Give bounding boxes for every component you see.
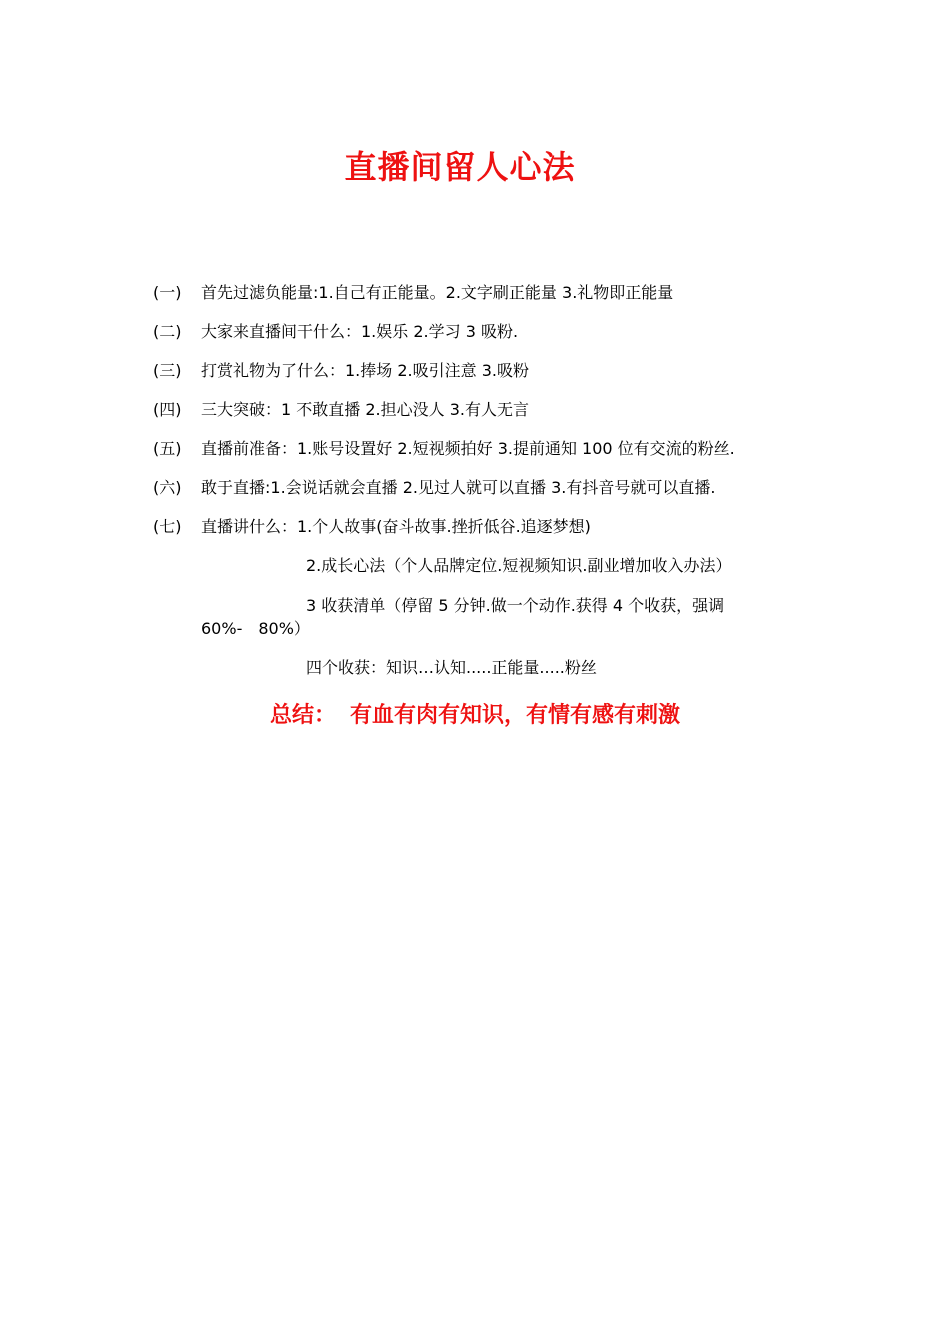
item-text: 敢于直播:1.会说话就会直播 2.见过人就可以直播 3.有抖音号就可以直播. [201, 478, 716, 497]
item-number: (四) [153, 400, 182, 419]
list-item-3 [153, 360, 529, 382]
item-number: (一) [153, 283, 182, 302]
summary [0, 700, 950, 730]
sub-item-3: 3 收获清单（停留 5 分钟.做一个动作.获得 4 个收获，强调 [306, 596, 725, 615]
list-item-7 [153, 516, 591, 538]
item-text: 大家来直播间干什么：1.娱乐 2.学习 3 吸粉. [201, 322, 519, 341]
item-number: (三) [153, 361, 182, 380]
sub-item-2: 2.成长心法（个人品牌定位.短视频知识.副业增加收入办法） [306, 556, 732, 575]
item-number: (六) [153, 478, 182, 497]
sub-item-3-continued: 60%- 80%） [201, 619, 310, 638]
summary-label: 总结： [269, 702, 336, 728]
list-item-1 [153, 282, 673, 304]
item-number: (二) [153, 322, 182, 341]
document-title: 直播间留人心法 [344, 148, 576, 186]
item-text: 直播讲什么：1.个人故事(奋斗故事.挫折低谷.追逐梦想) [201, 517, 591, 536]
item-text: 打赏礼物为了什么：1.捧场 2.吸引注意 3.吸粉 [201, 361, 529, 380]
item-text: 首先过滤负能量:1.自己有正能量。2.文字刷正能量 3.礼物即正能量 [201, 283, 674, 302]
list-item-5 [153, 438, 735, 460]
item-number: (七) [153, 517, 182, 536]
item-text: 直播前准备：1.账号设置好 2.短视频拍好 3.提前通知 100 位有交流的粉丝. [201, 439, 735, 458]
list-item-6 [153, 477, 715, 499]
item-text: 三大突破：1 不敢直播 2.担心没人 3.有人无言 [201, 400, 529, 419]
list-item-4 [153, 399, 529, 421]
item-number: (五) [153, 439, 182, 458]
sub-item-4: 四个收获：知识…认知.....正能量.....粉丝 [306, 658, 597, 677]
summary-text: 有血有肉有知识，有情有感有刺激 [350, 702, 681, 728]
list-item-2 [153, 321, 518, 343]
